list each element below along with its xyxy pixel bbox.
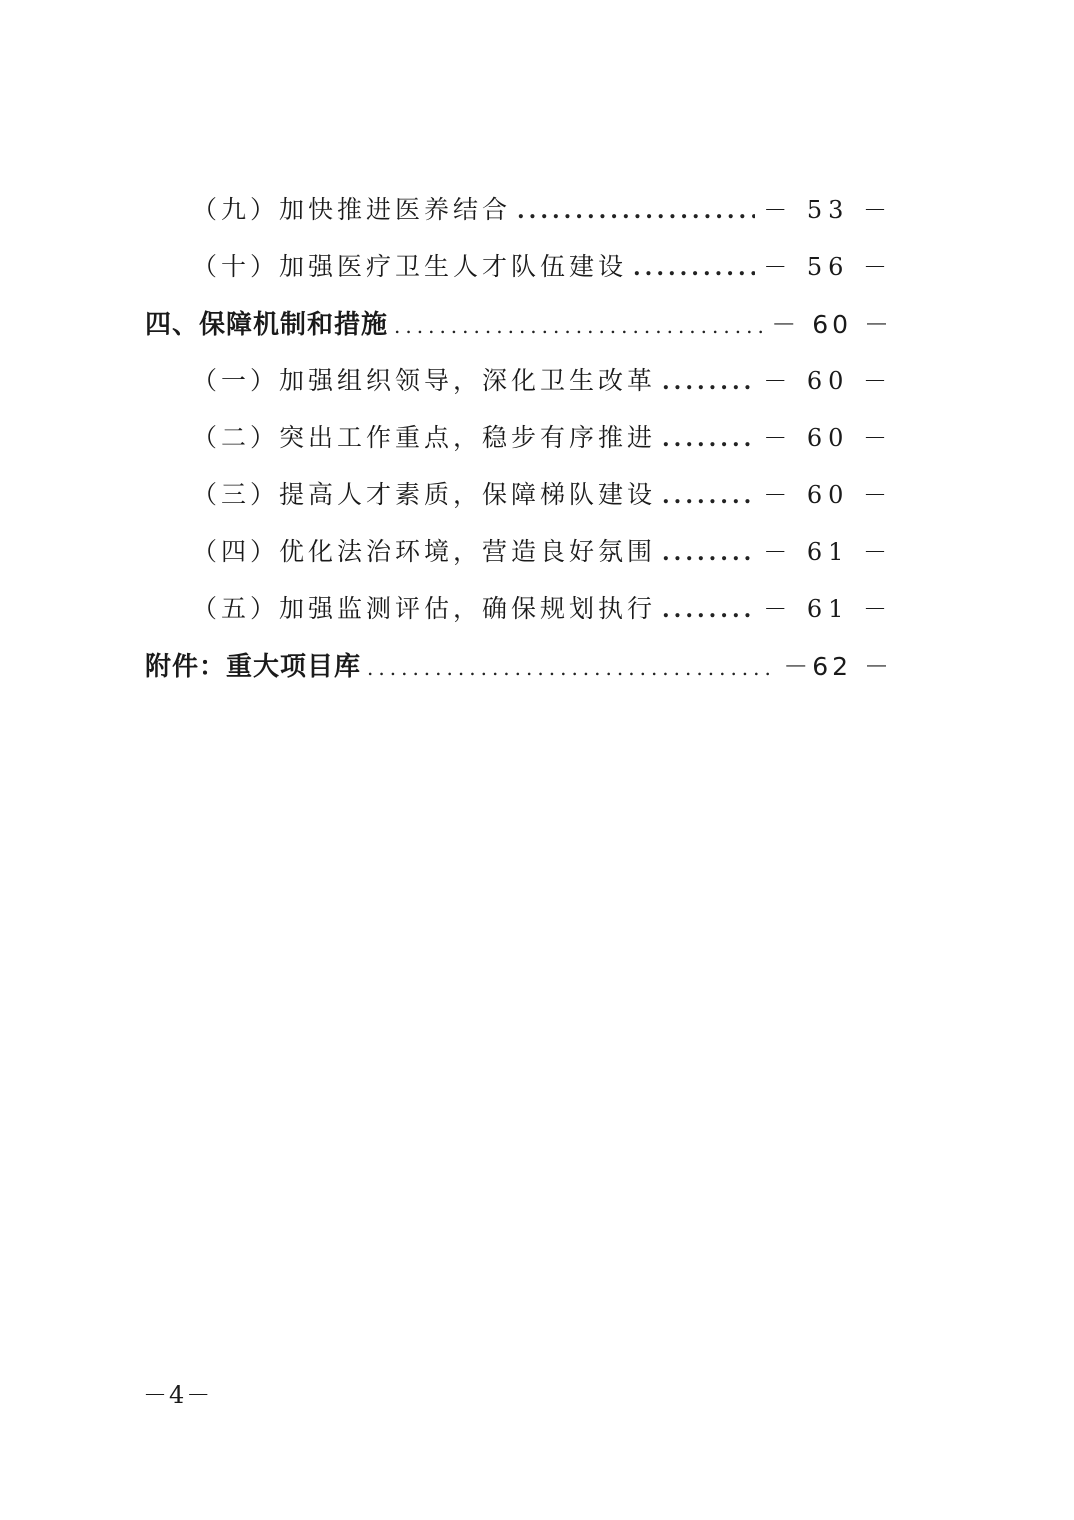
toc-section-title: 四、保障机制和措施	[145, 310, 389, 340]
toc-section-page: －62 －	[783, 652, 893, 681]
toc-entry-page: － 60 －	[763, 424, 893, 452]
toc-dot-leader	[517, 198, 755, 224]
toc-dot-leader	[662, 597, 755, 623]
toc-entry-page: － 61 －	[763, 538, 893, 566]
toc-dot-leader	[662, 483, 755, 509]
toc-entry[interactable]	[145, 475, 893, 532]
toc-dot-leader	[662, 369, 755, 395]
toc-dot-leader	[662, 426, 755, 452]
toc-entry-title: （三）提高人才素质，保障梯队建设	[192, 480, 657, 509]
toc-entry-title: （二）突出工作重点，稳步有序推进	[192, 423, 657, 452]
toc-entry[interactable]	[145, 247, 893, 304]
toc-dot-leader	[367, 656, 775, 680]
toc-entry[interactable]	[145, 532, 893, 589]
toc-entry[interactable]	[145, 418, 893, 475]
toc-dot-leader	[394, 314, 763, 338]
toc-entry-title: （一）加强组织领导，深化卫生改革	[192, 366, 657, 395]
toc-entry-title: （十）加强医疗卫生人才队伍建设	[192, 252, 628, 281]
toc-entry-page: － 61 －	[763, 595, 893, 623]
toc-section-entry[interactable]	[145, 304, 893, 361]
toc-section-page: － 60 －	[771, 310, 893, 339]
toc-entry-page: － 53 －	[763, 196, 893, 224]
toc-section-entry[interactable]	[145, 646, 893, 703]
toc-dot-leader	[633, 255, 755, 281]
toc-entry[interactable]	[145, 190, 893, 247]
toc-entry-page: － 60 －	[763, 481, 893, 509]
page-number: －4－	[143, 1381, 213, 1409]
toc-entry-page: － 60 －	[763, 367, 893, 395]
toc-entry-title: （四）优化法治环境，营造良好氛围	[192, 537, 657, 566]
toc-entry-title: （五）加强监测评估，确保规划执行	[192, 594, 657, 623]
toc-section-title: 附件：重大项目库	[145, 652, 362, 682]
toc-entry-title: （九）加快推进医养结合	[192, 195, 512, 224]
toc-entry[interactable]	[145, 361, 893, 418]
table-of-contents	[145, 190, 893, 703]
toc-dot-leader	[662, 540, 755, 566]
toc-entry[interactable]	[145, 589, 893, 646]
toc-entry-page: － 56 －	[763, 253, 893, 281]
